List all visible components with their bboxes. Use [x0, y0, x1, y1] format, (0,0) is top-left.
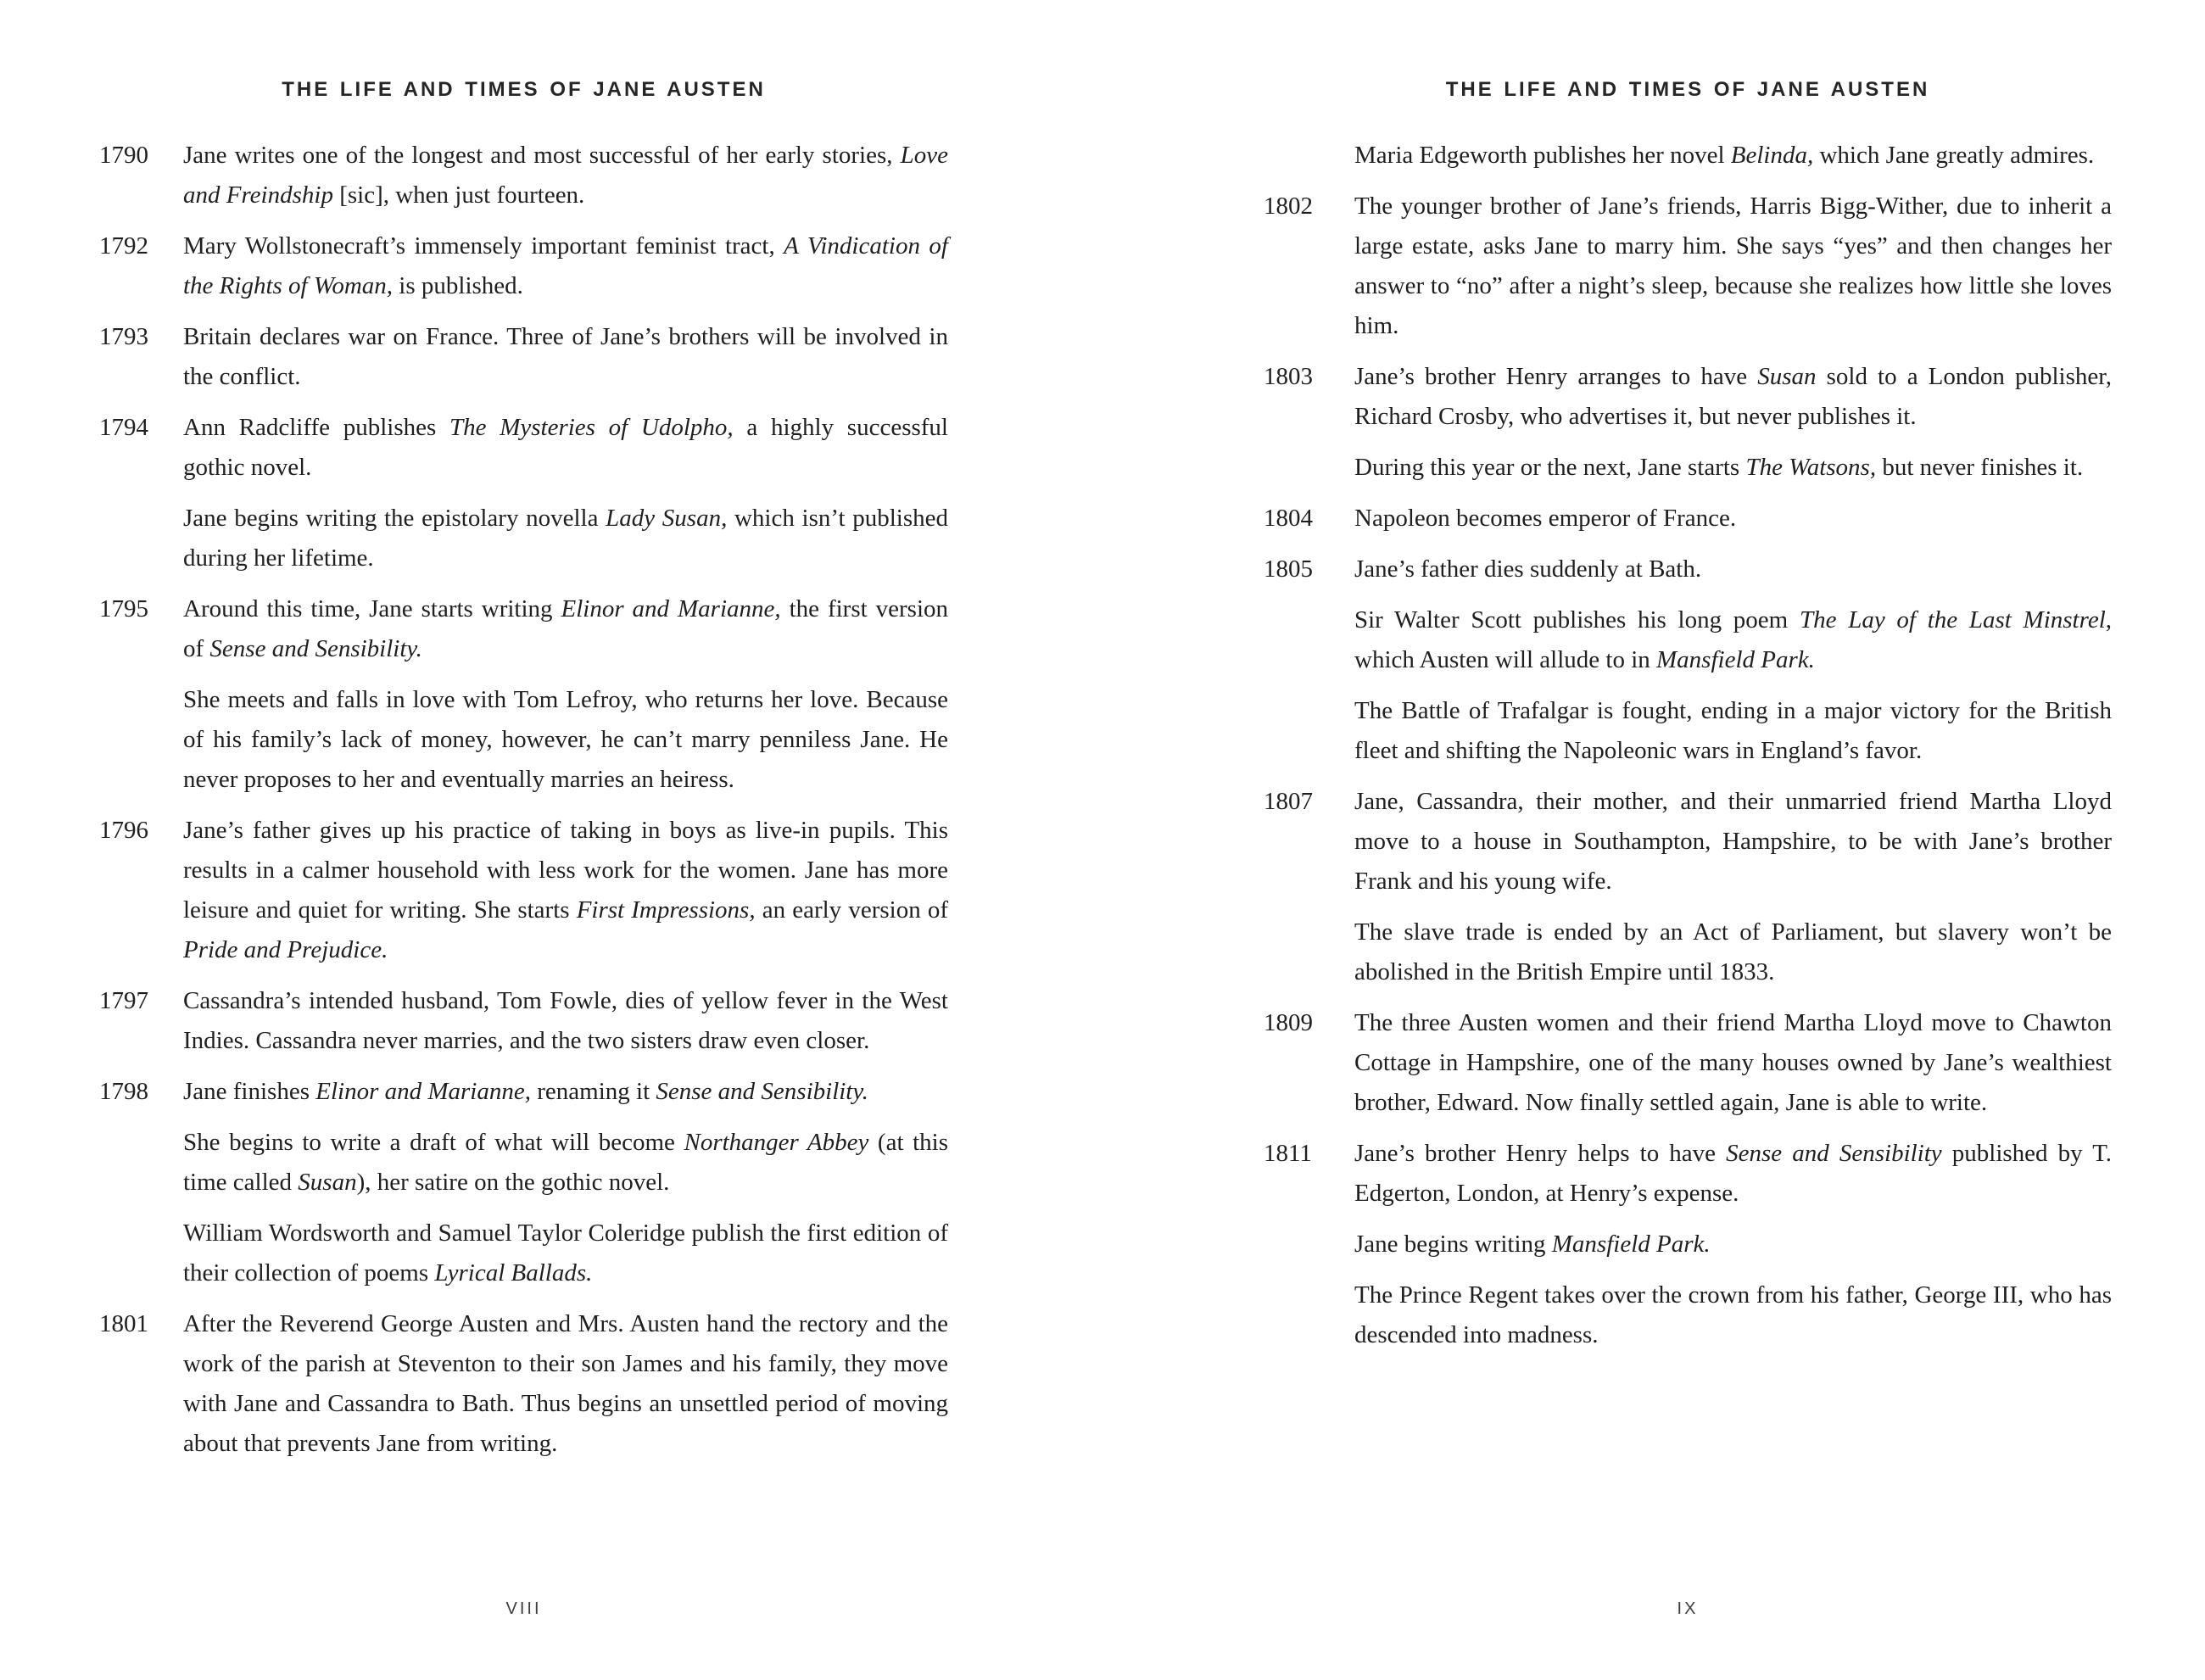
entry-paragraph: Jane’s brother Henry helps to have Sense and Sensibility published by T. Edgerton, London, at Henry’s expense. [1354, 1140, 2112, 1207]
running-head: THE LIFE AND TIMES OF JANE AUSTEN [282, 78, 766, 101]
entry-paragraph: Sir Walter Scott publishes his long poem The Lay of the Last Minstrel, which Austen will allude to in Mansfield Park. [1354, 606, 2112, 673]
entry-year: 1803 [1264, 363, 1313, 390]
entry-paragraph: William Wordsworth and Samuel Taylor Coleridge publish the first edition of their collection of poems Lyrical Ballads. [183, 1220, 948, 1287]
entry-paragraphs [1354, 782, 2112, 1003]
timeline-entry [99, 1072, 948, 1304]
entry-paragraph: Jane begins writing the epistolary novella Lady Susan, which isn’t published during her lifetime. [183, 505, 948, 572]
timeline-entry [1264, 136, 2112, 187]
entry-list [99, 136, 948, 1475]
entry-paragraph: She meets and falls in love with Tom Lefroy, who returns her love. Because of his family’s lack of money, however, he can’t marry penniless Jane. He never proposes to her and eventually marries an heiress. [183, 686, 948, 793]
entry-paragraph: She begins to write a draft of what will become Northanger Abbey (at this time called Susan), her satire on the gothic novel. [183, 1129, 948, 1196]
entry-paragraphs [183, 811, 948, 981]
entry-paragraph: During this year or the next, Jane starts The Watsons, but never finishes it. [1354, 454, 2084, 481]
timeline-entry [99, 226, 948, 317]
entry-paragraph: The Prince Regent takes over the crown from his father, George III, who has descended into madness. [1354, 1281, 2112, 1348]
entry-year: 1793 [99, 323, 148, 350]
entry-paragraph: Cassandra’s intended husband, Tom Fowle, dies of yellow fever in the West Indies. Cassandra never marries, and the two sisters draw even closer. [183, 987, 948, 1054]
entry-paragraph: Ann Radcliffe publishes The Mysteries of Udolpho, a highly successful gothic novel. [183, 414, 948, 481]
timeline-entry [1264, 550, 2112, 782]
timeline-entry [99, 136, 948, 226]
entry-paragraphs [183, 408, 948, 589]
timeline-entry [1264, 187, 2112, 357]
entry-paragraphs [1354, 1134, 2112, 1366]
entry-paragraphs [183, 1072, 948, 1304]
entry-year: 1809 [1264, 1009, 1313, 1036]
entry-year: 1796 [99, 817, 148, 844]
timeline-entry [1264, 1003, 2112, 1134]
entry-year: 1805 [1264, 555, 1313, 583]
entry-paragraph: The younger brother of Jane’s friends, Harris Bigg-Wither, due to inherit a large estate, asks Jane to marry him. She says “yes” and then changes her answer to “no” after a night’s sleep, because she realizes how little she loves him. [1354, 193, 2112, 339]
entry-year: 1797 [99, 987, 148, 1014]
entry-paragraph: Jane’s father gives up his practice of taking in boys as live-in pupils. This results in a calmer household with less work for the women. Jane has more leisure and quiet for writing. She starts First Impressions, an early version of Pride and Prejudice. [183, 817, 948, 963]
timeline-entry [99, 811, 948, 981]
timeline-entry [1264, 782, 2112, 1003]
entry-paragraph: Jane, Cassandra, their mother, and their unmarried friend Martha Lloyd move to a house in Southampton, Hampshire, to be with Jane’s brother Frank and his young wife. [1354, 788, 2112, 895]
entry-year: 1792 [99, 232, 148, 260]
entry-year: 1802 [1264, 193, 1313, 220]
entry-paragraphs [1354, 550, 2112, 782]
timeline-entry [1264, 357, 2112, 499]
entry-year: 1801 [99, 1310, 148, 1337]
entry-paragraph: Jane’s brother Henry arranges to have Susan sold to a London publisher, Richard Crosby, who advertises it, but never publishes it. [1354, 363, 2112, 430]
entry-year: 1807 [1264, 788, 1313, 815]
entry-paragraphs [1354, 499, 2112, 550]
timeline-entry [99, 1304, 948, 1475]
timeline-entry [1264, 1134, 2112, 1366]
timeline-entry [99, 589, 948, 811]
entry-paragraph: After the Reverend George Austen and Mrs. Austen hand the rectory and the work of the parish at Steventon to their son James and his family, they move with Jane and Cassandra to Bath. Thus begins an unsettled period of moving about that prevents Jane from writing. [183, 1310, 948, 1457]
book-page-right [1264, 0, 2112, 1680]
entry-paragraphs [1354, 187, 2112, 357]
entry-paragraphs [183, 981, 948, 1072]
entry-paragraphs [183, 317, 948, 408]
entry-year: 1804 [1264, 505, 1313, 532]
entry-year: 1795 [99, 595, 148, 622]
entry-paragraph: Jane finishes Elinor and Marianne, renaming it Sense and Sensibility. [183, 1078, 868, 1105]
entry-paragraph: Jane writes one of the longest and most successful of her early stories, Love and Freindship [sic], when just fourteen. [183, 142, 948, 209]
entry-paragraph: Jane’s father dies suddenly at Bath. [1354, 555, 1702, 583]
timeline-entry [99, 981, 948, 1072]
entry-paragraphs [183, 136, 948, 226]
timeline-entry [99, 408, 948, 589]
entry-paragraph: The Battle of Trafalgar is fought, ending in a major victory for the British fleet and shifting the Napoleonic wars in England’s favor. [1354, 697, 2112, 764]
entry-paragraph: The three Austen women and their friend Martha Lloyd move to Chawton Cottage in Hampshire, one of the many houses owned by Jane’s wealthiest brother, Edward. Now finally settled again, Jane is able to write. [1354, 1009, 2112, 1116]
entry-list [1264, 136, 2112, 1366]
page-number: VIII [505, 1599, 542, 1618]
entry-paragraphs [1354, 1003, 2112, 1134]
entry-year: 1790 [99, 142, 148, 169]
entry-paragraph: Jane begins writing Mansfield Park. [1354, 1231, 1711, 1258]
running-head: THE LIFE AND TIMES OF JANE AUSTEN [1445, 78, 1930, 101]
book-page-left [99, 0, 948, 1680]
page-number: IX [1677, 1599, 1699, 1618]
entry-year: 1798 [99, 1078, 148, 1105]
entry-paragraph: The slave trade is ended by an Act of Parliament, but slavery won’t be abolished in the British Empire until 1833. [1354, 918, 2112, 985]
entry-paragraphs [1354, 357, 2112, 499]
entry-paragraphs [1354, 136, 2112, 187]
entry-paragraph: Mary Wollstonecraft’s immensely important feminist tract, A Vindication of the Rights of Woman, is published. [183, 232, 948, 299]
entry-paragraph: Britain declares war on France. Three of Jane’s brothers will be involved in the conflict. [183, 323, 948, 390]
entry-paragraphs [183, 589, 948, 811]
entry-paragraph: Napoleon becomes emperor of France. [1354, 505, 1737, 532]
entry-paragraph: Around this time, Jane starts writing Elinor and Marianne, the first version of Sense and Sensibility. [183, 595, 948, 662]
timeline-entry [1264, 499, 2112, 550]
entry-paragraphs [183, 226, 948, 317]
entry-year: 1794 [99, 414, 148, 441]
entry-year: 1811 [1264, 1140, 1312, 1167]
entry-paragraphs [183, 1304, 948, 1475]
timeline-entry [99, 317, 948, 408]
entry-paragraph: Maria Edgeworth publishes her novel Belinda, which Jane greatly admires. [1354, 142, 2095, 169]
